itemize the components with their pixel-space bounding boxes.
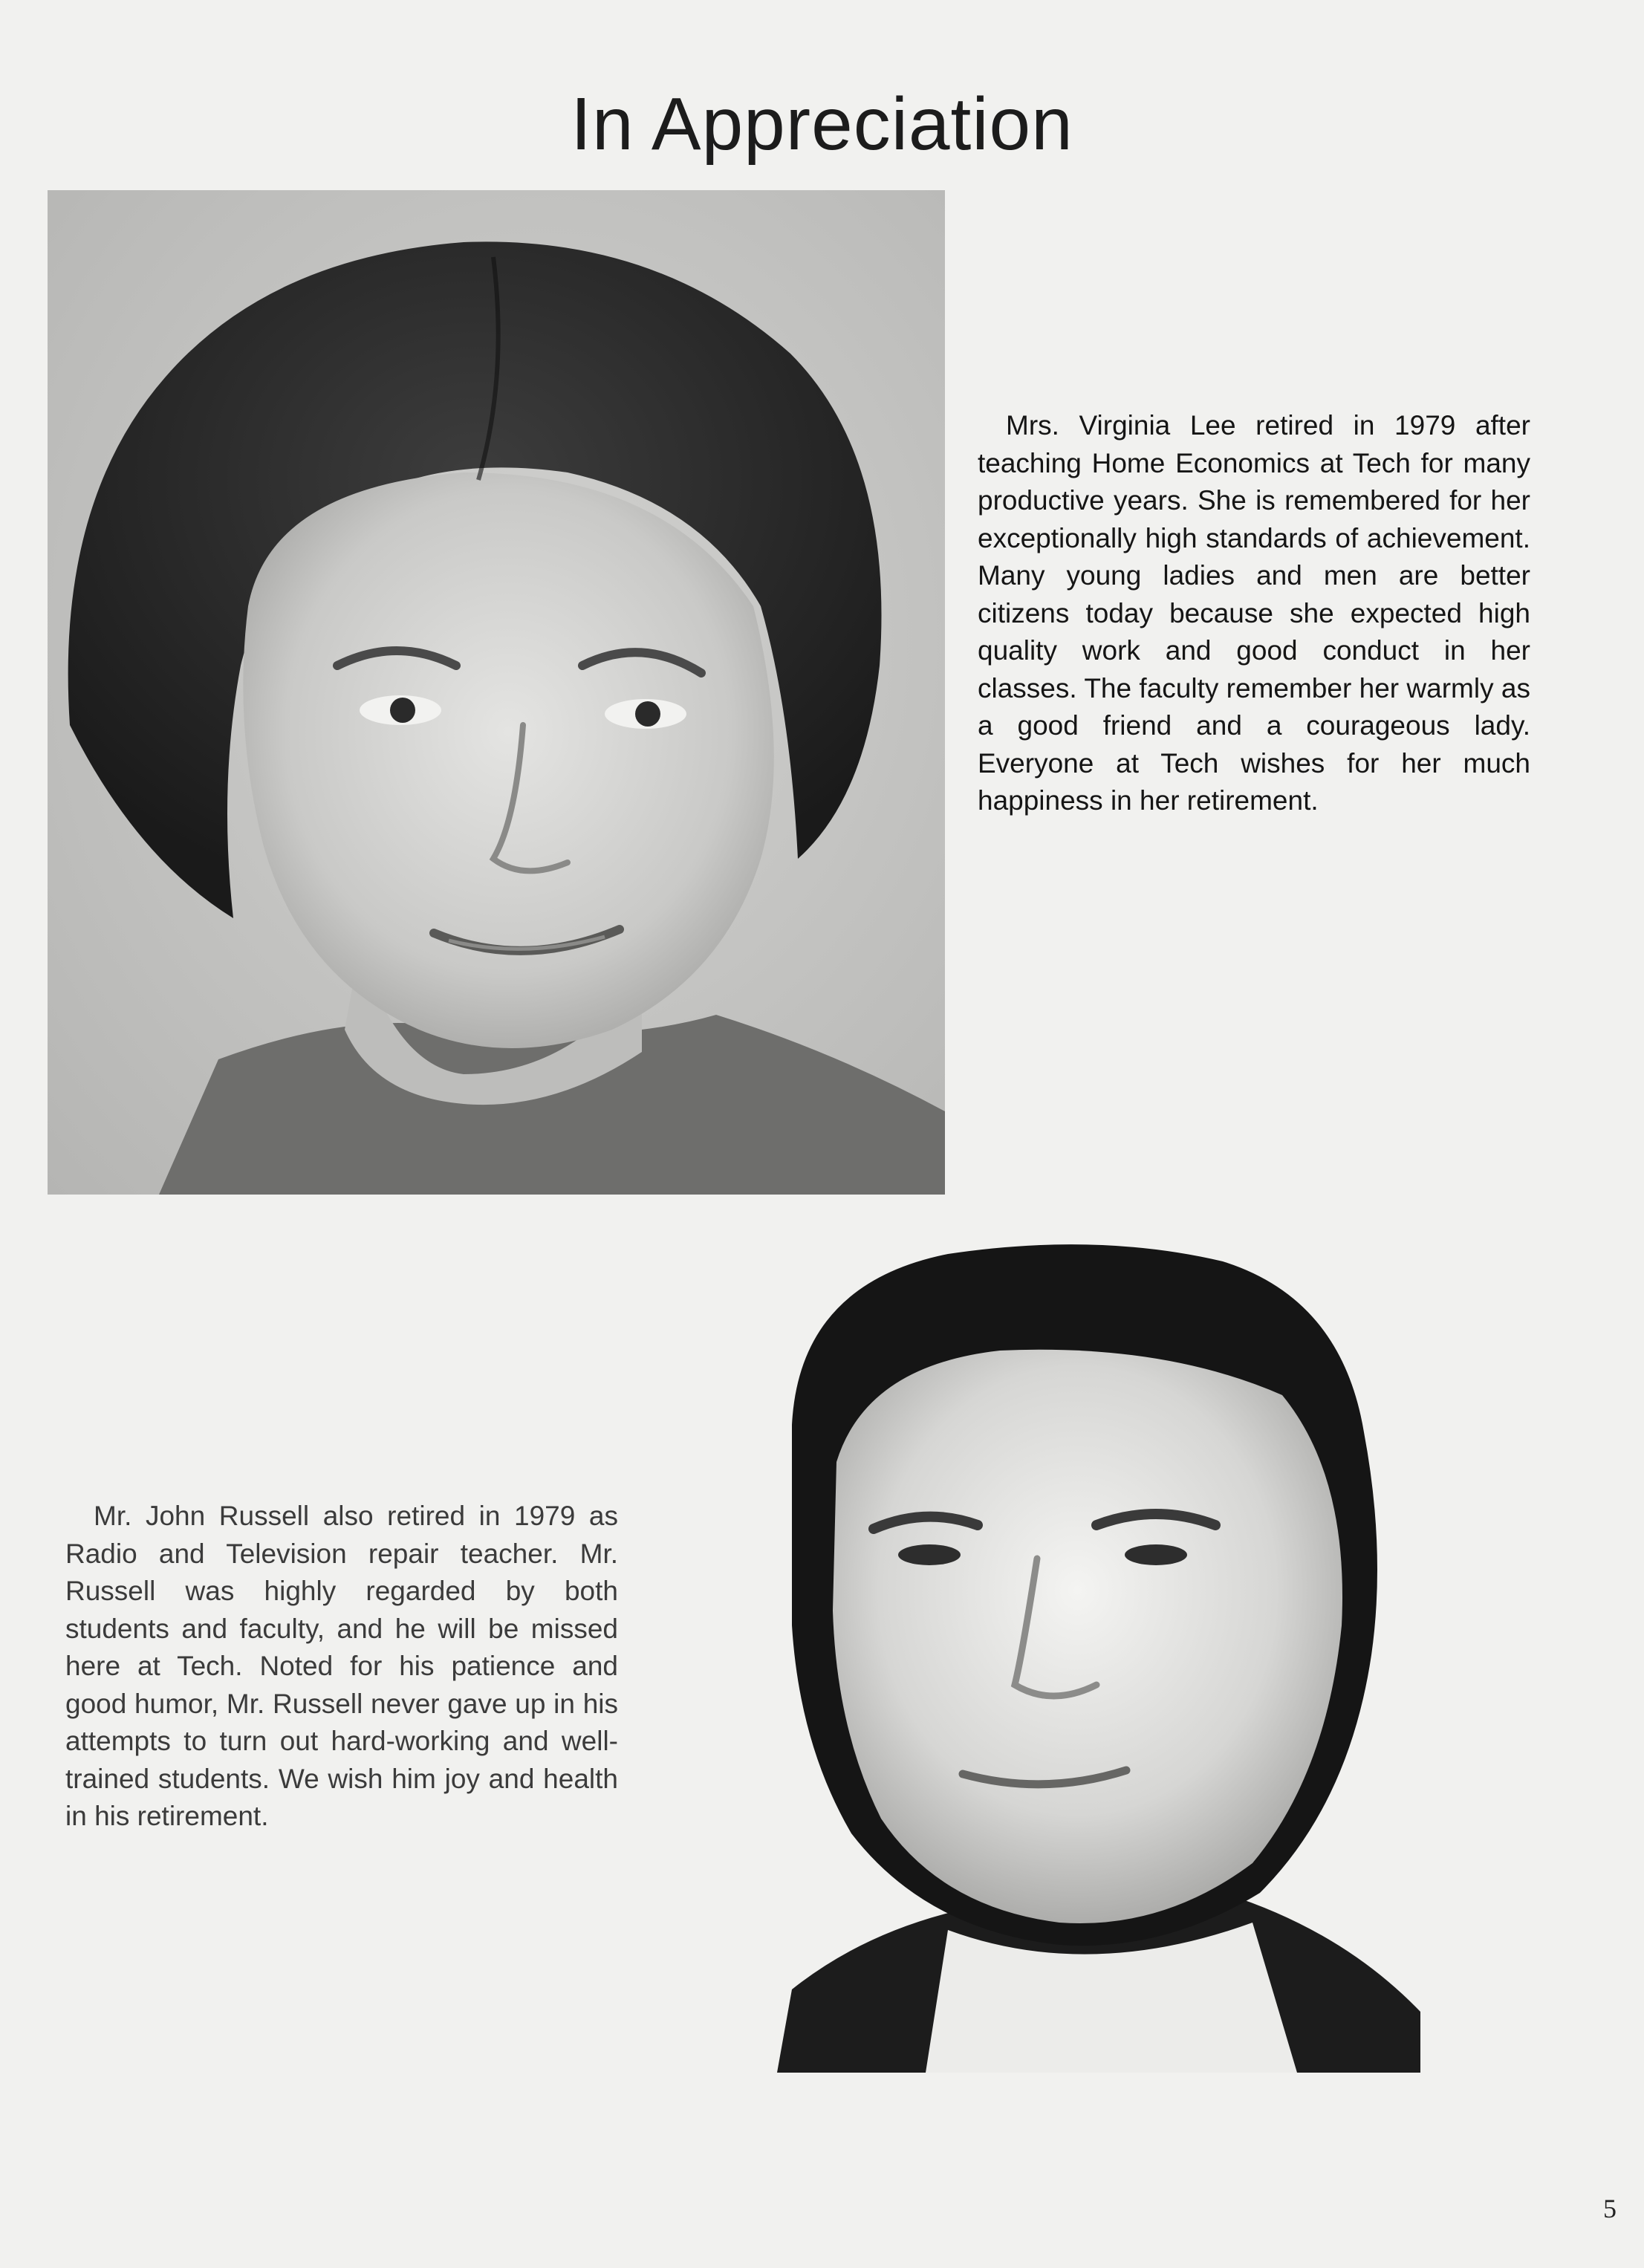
portrait-woman-image: [48, 190, 945, 1195]
portrait-photo-russell: [777, 1239, 1420, 2073]
page-number: 5: [1603, 2194, 1617, 2223]
page-title: In Appreciation: [571, 82, 1073, 166]
portrait-photo-lee: [48, 190, 945, 1195]
tribute-caption-lee: Mrs. Virginia Lee retired in 1979 after teaching Home Economics at Tech for many productive years. She is remembered for her exceptionally high standards of achievement. Many young ladies and men are better citizens today because she expected high quality work and good conduct in her classes. The faculty remember her warmly as a good friend and a courageous lady. Everyone at Tech wishes for her much happiness in her retirement.: [978, 410, 1530, 816]
portrait-man-image: [777, 1239, 1420, 2073]
tribute-caption-russell: Mr. John Russell also retired in 1979 as Radio and Television repair teacher. Mr. Russell was highly regarded by both students and faculty, and he will be missed here at Tech. Noted for his patience and good humor, Mr. Russell never gave up in his attempts to turn out hard-working and well-trained students. We wish him joy and health in his retirement.: [65, 1501, 618, 1831]
